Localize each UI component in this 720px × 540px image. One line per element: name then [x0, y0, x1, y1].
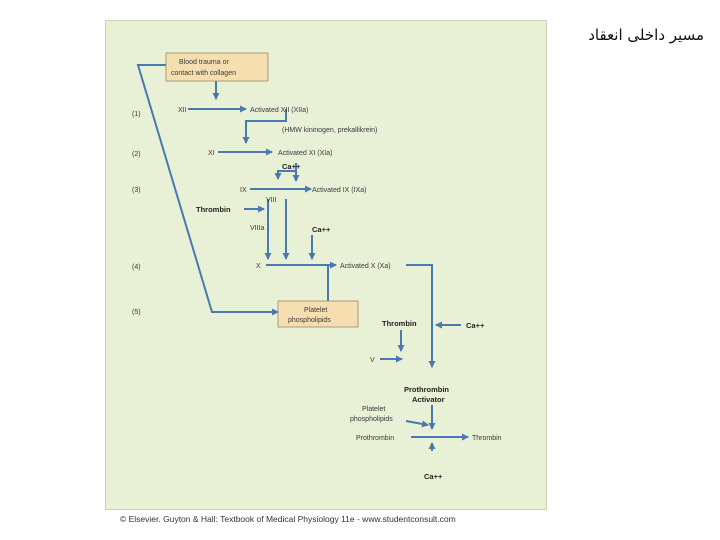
- copyright-text: © Elsevier. Guyton & Hall: Textbook of Medical Physiology 11e - www.studentconsult.com: [120, 514, 456, 524]
- label-activated-ix: Activated IX (IXa): [312, 187, 367, 194]
- label-hmw: (HMW kininogen, prekallikrein): [282, 127, 378, 134]
- platelet-box-line-1: Platelet: [304, 307, 328, 314]
- label-activated-xii: Activated XII (XIIa): [250, 107, 309, 114]
- trigger-line-1: Blood trauma or: [179, 59, 229, 66]
- label-xi: XI: [208, 150, 215, 157]
- step-label-1: (1): [132, 111, 141, 118]
- label-prothrombin-activator-1: Prothrombin: [404, 385, 449, 394]
- arrow-xiia-down: [246, 109, 286, 143]
- label-ix: IX: [240, 187, 247, 194]
- step-label-4: (4): [132, 264, 141, 271]
- step-label-5: (5): [132, 309, 141, 316]
- platelet-box-line-2: phospholipids: [288, 317, 331, 324]
- arrow-xa-to-activator: [406, 265, 432, 367]
- label-viiia: VIIIa: [250, 225, 265, 232]
- label-ca-2: Ca++: [312, 225, 331, 234]
- label-ca-1: Ca++: [282, 162, 301, 171]
- label-thrombin-3: Thrombin: [472, 435, 502, 442]
- slide-title: مسیر داخلی انعقاد: [588, 26, 704, 44]
- label-activated-xi: Activated XI (XIa): [278, 150, 333, 157]
- step-label-3: (3): [132, 187, 141, 194]
- arrow-phospholipids: [406, 421, 428, 425]
- label-thrombin-2: Thrombin: [382, 319, 417, 328]
- label-x: X: [256, 263, 261, 270]
- label-viii: VIII: [266, 197, 277, 204]
- pathway-diagram: [106, 21, 548, 511]
- label-phospholipids-2: phospholipids: [350, 416, 393, 423]
- arrow-ca-1: [278, 171, 296, 179]
- label-xii: XII: [178, 107, 187, 114]
- trigger-line-2: contact with collagen: [171, 70, 236, 77]
- label-phospholipids-1: Platelet: [362, 406, 386, 413]
- label-v: V: [370, 357, 375, 364]
- coagulation-figure: [105, 20, 547, 510]
- label-ca-4: Ca++: [424, 472, 443, 481]
- label-activated-x: Activated X (Xa): [340, 263, 391, 270]
- label-thrombin-1: Thrombin: [196, 205, 231, 214]
- label-ca-3: Ca++: [466, 321, 485, 330]
- label-prothrombin-activator-2: Activator: [412, 395, 445, 404]
- label-prothrombin: Prothrombin: [356, 435, 395, 442]
- step-label-2: (2): [132, 151, 141, 158]
